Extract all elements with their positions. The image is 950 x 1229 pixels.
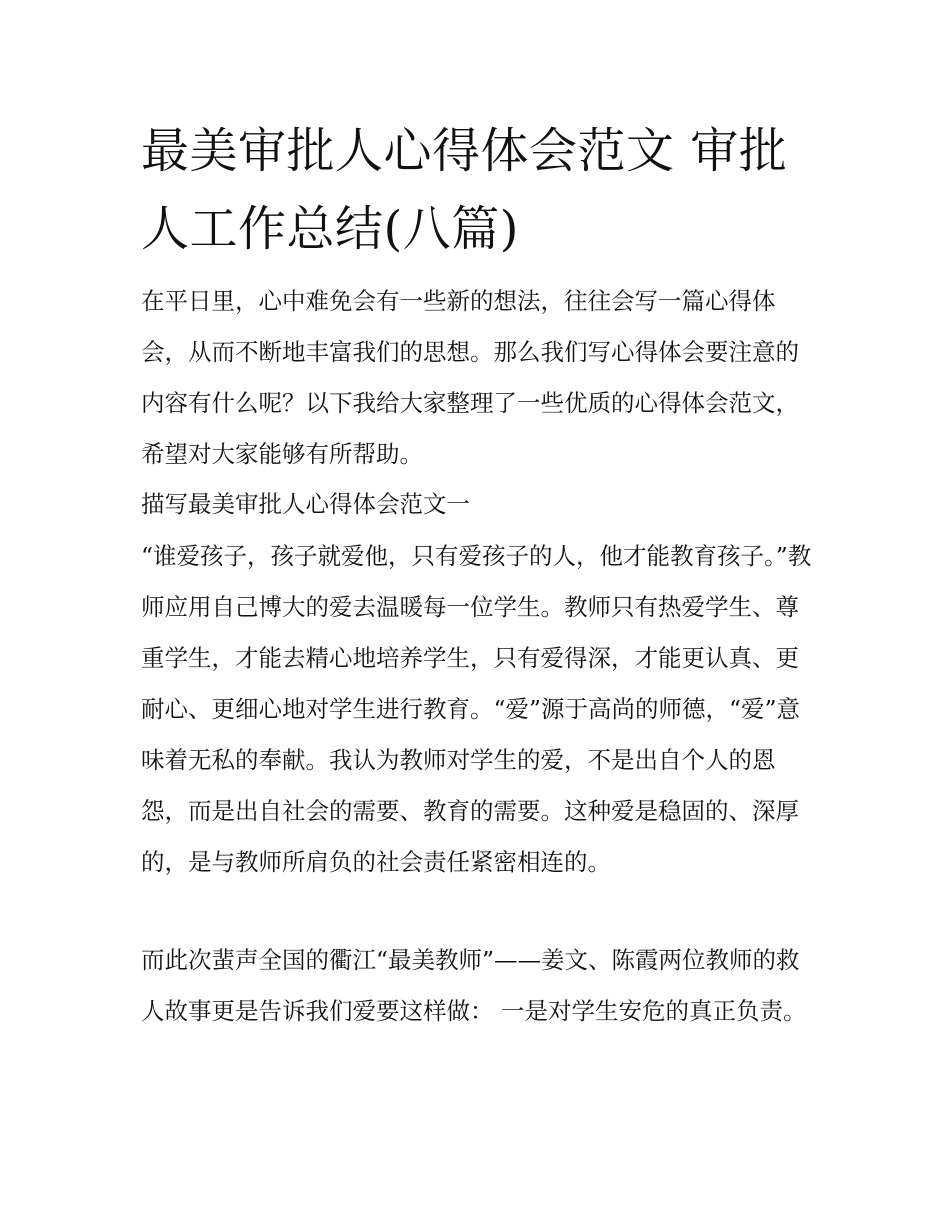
intro-paragraph: 在平日里，心中难免会有一些新的想法，往往会写一篇心得体会，从而不断地丰富我们的思想。那么我们写心得体会要注意的内容有什么呢？以下我给大家整理了一些优质的心得体会范文，希望对大家能够有所帮助。: [141, 287, 799, 468]
document-title: 最美审批人心得体会范文 审批人工作总结(八篇): [141, 123, 788, 257]
body-paragraph-1: “谁爱孩子，孩子就爱他，只有爱孩子的人，他才能教育孩子。”教师应用自己博大的爱去温暖每一位学生。教师只有热爱学生、尊重学生，才能去精心地培养学生，只有爱得深，才能更认真、更耐心、更细心地对学生进行教育。“爱”源于高尚的师德，“爱”意味着无私的奉献。我认为教师对学生的爱，不是出自个人的恩怨，而是出自社会的需要、教育的需要。这种爱是稳固的、深厚的，是与教师所肩负的社会责任紧密相连的。: [141, 542, 812, 876]
body-paragraph-2: 而此次蜚声全国的衢江“最美教师”——姜文、陈霞两位教师的救人故事更是告诉我们爱要这样做： 一是对学生安危的真正负责。: [141, 946, 807, 1025]
section-heading: 描写最美审批人心得体会范文一: [141, 490, 470, 518]
